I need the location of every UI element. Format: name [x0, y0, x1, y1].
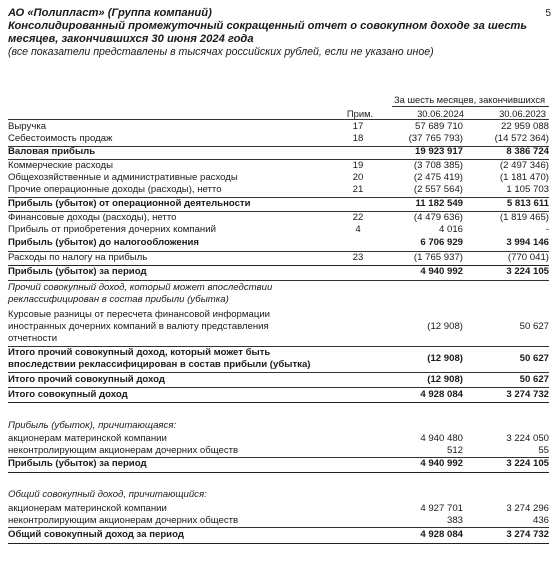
- row-label: Прочий совокупный доход, который может впоследствии реклассифицирован в состав прибыли (убытка): [8, 282, 273, 305]
- table-row: [8, 184, 549, 196]
- row-divider: [8, 402, 549, 403]
- note-column-header: Прим.: [346, 108, 374, 119]
- report-title: Консолидированный промежуточный сокращенный отчет о совокупном доходе за шесть месяцев, закончившихся 30 июня 2024 года: [8, 20, 528, 45]
- table-row-total: [8, 266, 549, 278]
- row-label: Прибыль (убыток) за период: [8, 458, 147, 469]
- row-value-2024: 6 706 929: [420, 237, 463, 248]
- header-rule: [8, 119, 549, 120]
- row-label: Прочие операционные доходы (расходы), нетто: [8, 184, 222, 195]
- row-value-2023: 5 813 611: [506, 198, 549, 209]
- row-value-2024: 4 928 084: [420, 529, 463, 540]
- row-value-2023: -: [545, 224, 549, 235]
- row-label: Прибыль (убыток) от операционной деятельности: [8, 198, 251, 209]
- row-value-2024: 512: [446, 445, 463, 456]
- row-value-2023: 8 386 724: [506, 146, 549, 157]
- table-row-total: [8, 347, 549, 371]
- row-value-2023: 50 627: [519, 353, 549, 364]
- row-divider: [8, 387, 549, 388]
- row-value-2024: 19 923 917: [414, 146, 463, 157]
- row-value-2023: 55: [538, 445, 549, 456]
- table-row-total: [8, 458, 549, 470]
- row-value-2024: 11 182 549: [415, 198, 463, 209]
- table-row-section: [8, 282, 549, 306]
- row-value-2024: 383: [446, 515, 463, 526]
- row-value-2024: 4 928 084: [420, 389, 463, 400]
- table-row: [8, 172, 549, 184]
- row-label: Прибыль от приобретения дочерних компаний: [8, 224, 216, 235]
- table-row: [8, 160, 549, 172]
- row-value-2024: (2 475 419): [413, 172, 463, 183]
- table-row: [8, 503, 549, 515]
- table-row: [8, 212, 549, 224]
- row-label: акционерам материнской компании: [8, 503, 167, 514]
- row-value-2023: 436: [532, 515, 549, 526]
- row-note: 21: [352, 184, 364, 195]
- row-note: 4: [355, 224, 361, 235]
- row-value-2023: (14 572 364): [494, 133, 549, 144]
- table-row-section: [8, 489, 549, 501]
- report-subtitle: (все показатели представлены в тысячах российских рублей, если не указано иное): [8, 46, 434, 58]
- row-label: Расходы по налогу на прибыль: [8, 252, 148, 263]
- row-note: 19: [352, 160, 364, 171]
- row-value-2024: 4 940 992: [420, 458, 463, 469]
- row-divider: [8, 372, 549, 373]
- period-header: За шесть месяцев, закончившихся: [394, 94, 546, 105]
- table-row-total: [8, 198, 549, 210]
- row-label: неконтролирующим акционерам дочерних обществ: [8, 445, 239, 456]
- row-value-2023: 3 274 732: [506, 529, 549, 540]
- row-divider: [8, 543, 549, 544]
- row-note: 18: [352, 133, 364, 144]
- table-row: [8, 515, 549, 527]
- row-value-2024: (2 557 564): [413, 184, 463, 195]
- table-row-total: [8, 389, 549, 401]
- row-label: Прибыль (убыток), причитающаяся:: [8, 420, 177, 431]
- row-value-2024: 57 689 710: [414, 121, 463, 132]
- row-label: Прибыль (убыток) до налогообложения: [8, 237, 200, 248]
- row-value-2024: (12 908): [427, 321, 463, 332]
- row-label: Общий совокупный доход за период: [8, 529, 184, 540]
- row-value-2023: 3 274 732: [506, 389, 549, 400]
- table-row-total: [8, 237, 549, 249]
- row-divider: [8, 472, 549, 473]
- row-value-2023: 3 224 050: [506, 433, 549, 444]
- company-name: АО «Полипласт» (Группа компаний): [8, 7, 212, 19]
- row-label: Прибыль (убыток) за период: [8, 266, 147, 277]
- row-divider: [8, 527, 549, 528]
- row-label: Выручка: [8, 121, 47, 132]
- row-value-2024: 4 940 480: [420, 433, 463, 444]
- row-value-2024: 4 016: [438, 224, 463, 235]
- column-header-2024: 30.06.2024: [417, 108, 464, 119]
- page-number: 5: [545, 8, 551, 19]
- row-value-2023: 1 105 703: [506, 184, 549, 195]
- row-label: Общий совокупный доход, причитающийся:: [8, 489, 207, 500]
- row-divider: [8, 280, 549, 281]
- row-value-2024: (3 708 385): [413, 160, 463, 171]
- table-row-total: [8, 374, 549, 386]
- row-note: 17: [352, 121, 364, 132]
- row-label: Итого совокупный доход: [8, 389, 128, 400]
- table-row-total: [8, 146, 549, 158]
- column-header-2023: 30.06.2023: [499, 108, 546, 119]
- row-value-2023: 50 627: [519, 321, 549, 332]
- row-label: Общехозяйственные и административные расходы: [8, 172, 238, 183]
- row-value-2023: 3 274 296: [506, 503, 549, 514]
- row-value-2024: (4 479 636): [413, 212, 463, 223]
- period-underline: [392, 106, 549, 107]
- row-note: 20: [352, 172, 364, 183]
- row-value-2024: (1 765 937): [413, 252, 463, 263]
- row-value-2023: 3 224 105: [506, 458, 549, 469]
- row-label: Себестоимость продаж: [8, 133, 113, 144]
- row-value-2024: (37 765 793): [408, 133, 463, 144]
- row-value-2024: (12 908): [427, 374, 463, 385]
- row-label: Итого прочий совокупный доход: [8, 374, 165, 385]
- row-label: неконтролирующим акционерам дочерних обществ: [8, 515, 239, 526]
- table-row: [8, 224, 549, 236]
- row-label: Финансовые доходы (расходы), нетто: [8, 212, 177, 223]
- row-value-2023: (1 181 470): [499, 172, 549, 183]
- table-row: [8, 309, 549, 345]
- row-label: Валовая прибыль: [8, 146, 96, 157]
- row-label: акционерам материнской компании: [8, 433, 167, 444]
- row-value-2023: (2 497 346): [499, 160, 549, 171]
- table-row: [8, 133, 549, 145]
- row-value-2023: (770 041): [507, 252, 549, 263]
- table-row: [8, 445, 549, 457]
- report-header: [8, 7, 553, 59]
- table-row: [8, 252, 549, 264]
- row-value-2023: 3 994 146: [506, 237, 549, 248]
- row-value-2024: 4 940 992: [420, 266, 463, 277]
- row-note: 23: [352, 252, 364, 263]
- row-value-2024: (12 908): [427, 353, 463, 364]
- row-value-2023: 3 224 105: [506, 266, 549, 277]
- row-value-2023: (1 819 465): [499, 212, 549, 223]
- row-value-2023: 22 959 088: [500, 121, 549, 132]
- row-label: Итого прочий совокупный доход, который может быть впоследствии реклассифицирован в состав прибыли (убытка): [8, 347, 311, 370]
- row-value-2024: 4 927 701: [420, 503, 463, 514]
- row-label: Коммерческие расходы: [8, 160, 114, 171]
- table-row: [8, 121, 549, 133]
- table-row-section: [8, 420, 549, 432]
- row-label: Курсовые разницы от пересчета финансовой информации иностранных дочерних компаний в валюту представления отчетности: [8, 309, 271, 344]
- row-value-2023: 50 627: [519, 374, 549, 385]
- table-row: [8, 433, 549, 445]
- row-note: 22: [352, 212, 364, 223]
- table-row-total: [8, 529, 549, 541]
